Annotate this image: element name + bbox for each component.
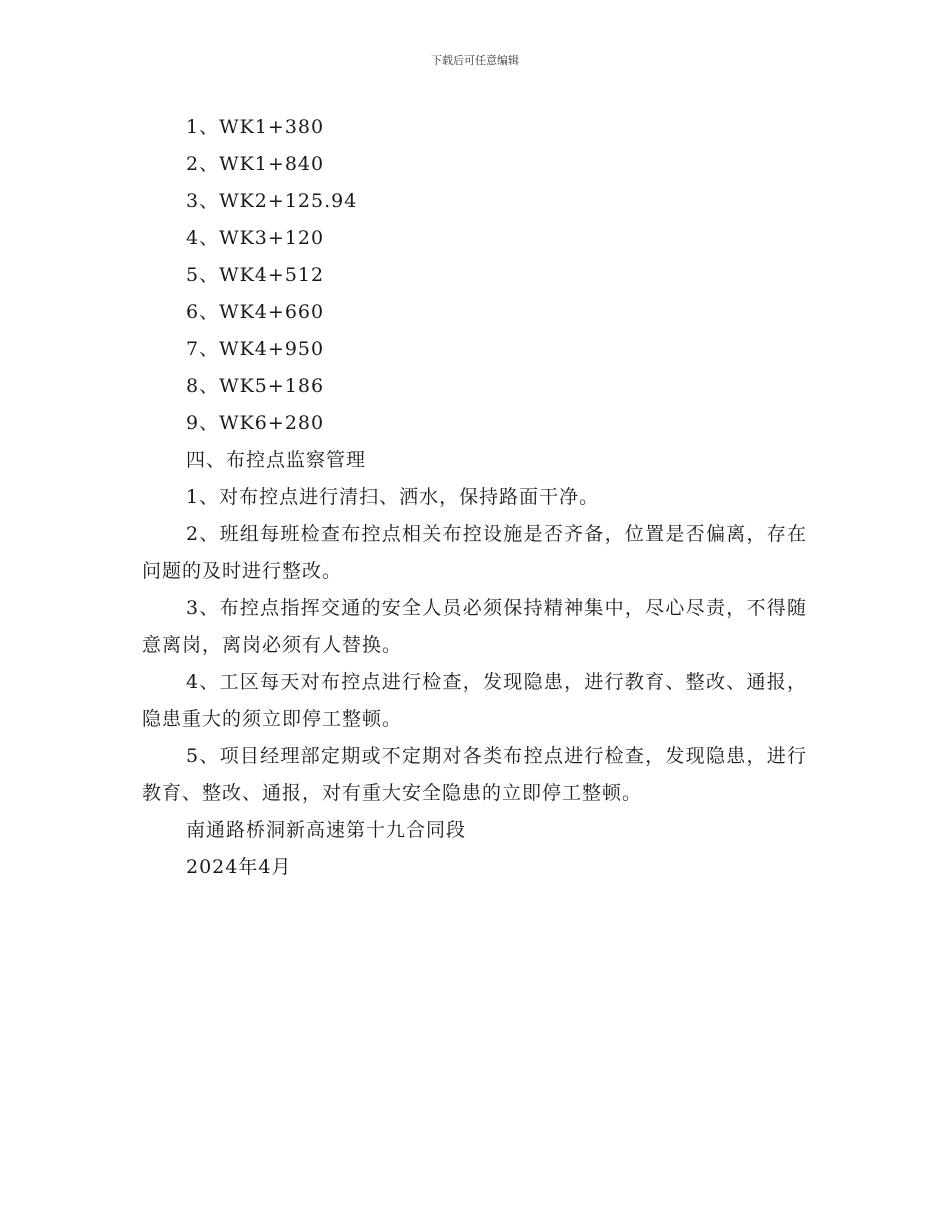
paragraph: 3、布控点指挥交通的安全人员必须保持精神集中，尽心尽责，不得随意离岗，离岗必须有人替换。 [142,597,807,656]
paragraph: 4、工区每天对布控点进行检查，发现隐患，进行教育、整改、通报，隐患重大的须立即停工整顿。 [142,671,807,730]
list-item: 7、WK4+950 [186,338,325,360]
list-item: 3、WK2+125.94 [186,190,358,212]
signature-date: 2024年4月 [186,856,292,878]
list-item: 4、WK3+120 [186,227,325,249]
list-item: 5、WK4+512 [186,264,325,286]
list-item: 6、WK4+660 [186,301,325,323]
page-header: 下载后可任意编辑 [431,54,519,67]
list-item: 8、WK5+186 [186,375,325,397]
paragraph: 2、班组每班检查布控点相关布控设施是否齐备，位置是否偏离，存在问题的及时进行整改。 [142,523,807,582]
paragraph: 5、项目经理部定期或不定期对各类布控点进行检查，发现隐患，进行教育、整改、通报，对有重大安全隐患的立即停工整顿。 [142,745,807,804]
list-item: 2、WK1+840 [186,153,325,175]
signature-org: 南通路桥洞新高速第十九合同段 [186,819,467,841]
document-body [142,109,807,886]
section-heading: 四、布控点监察管理 [186,449,367,471]
list-item: 1、WK1+380 [186,116,325,138]
paragraph: 1、对布控点进行清扫、洒水，保持路面干净。 [186,486,600,508]
list-item: 9、WK6+280 [186,412,325,434]
